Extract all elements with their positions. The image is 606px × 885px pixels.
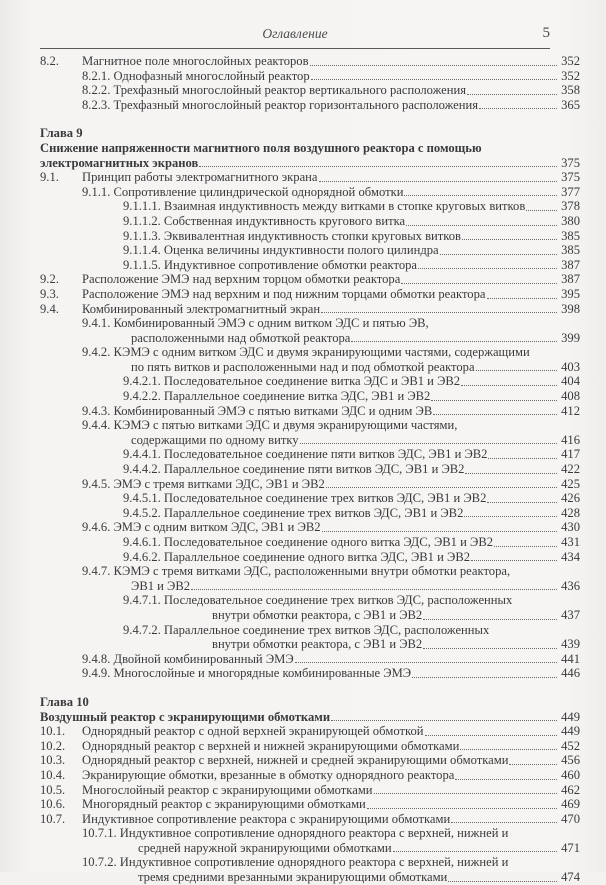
toc-entry-page: 398 [561, 301, 580, 316]
toc-entry-first-line[interactable]: 10.7.2. Индуктивное сопротивление однорядного реактора с верхней, нижней и [82, 855, 509, 870]
toc-entry[interactable] [40, 447, 580, 462]
leader-dots [319, 181, 558, 182]
leader-dots [476, 370, 557, 371]
leader-dots [465, 473, 557, 474]
toc-entry[interactable] [40, 520, 580, 535]
chapter-title-line[interactable]: Снижение напряженности магнитного поля воздушного реактора с помощью [40, 140, 482, 155]
toc-entry-page: 352 [561, 68, 580, 83]
toc-entry-page: 428 [561, 505, 580, 520]
toc-entry-page: 387 [561, 272, 580, 287]
toc-entry[interactable] [40, 652, 580, 667]
leader-dots [418, 268, 557, 269]
leader-dots [404, 195, 557, 196]
toc-entry[interactable] [40, 302, 580, 317]
toc-entry-page: 434 [561, 549, 580, 564]
leader-dots [488, 458, 557, 459]
toc-entry[interactable] [40, 812, 580, 827]
toc-entry-page: 436 [561, 578, 580, 593]
toc-entry[interactable] [40, 535, 580, 550]
leader-dots [311, 79, 557, 80]
toc-chapter-entry[interactable] [40, 710, 580, 725]
toc-entry[interactable] [40, 608, 580, 623]
toc-entry[interactable] [40, 272, 580, 287]
chapter-label: Глава 9 [40, 126, 83, 141]
toc-entry[interactable] [40, 229, 580, 244]
toc-entry[interactable] [40, 579, 580, 594]
toc-entry-title: Расположение ЭМЭ над верхним и под нижним торцами обмотки реактора [82, 286, 486, 301]
toc-entry[interactable] [40, 185, 580, 200]
leader-dots [509, 764, 557, 765]
page-number: 5 [542, 25, 550, 41]
leader-dots [462, 239, 557, 240]
chapter-title-line: электромагнитных экранов [40, 155, 199, 170]
toc-entry-title: 8.2.1. Однофазный многослойный реактор [82, 68, 310, 83]
toc-entry-page: 352 [561, 54, 580, 68]
leader-dots [199, 166, 557, 167]
toc-entry[interactable] [40, 797, 580, 812]
toc-entry-page: 358 [561, 83, 580, 98]
leader-dots [467, 94, 557, 95]
toc-entry[interactable] [40, 433, 580, 448]
leader-dots [295, 662, 557, 663]
toc-entry[interactable] [40, 768, 580, 783]
toc-entry-page: 449 [561, 724, 580, 739]
leader-dots [310, 65, 557, 66]
toc-entry[interactable] [40, 214, 580, 229]
leader-dots [487, 502, 557, 503]
table-of-contents [40, 54, 580, 885]
toc-entry-page: 385 [561, 228, 580, 243]
toc-entry-page: 456 [561, 753, 580, 768]
leader-dots [321, 312, 557, 313]
running-header-title: Оглавление [262, 26, 328, 41]
toc-entry-number: 9.1. [40, 170, 59, 185]
leader-dots [448, 881, 557, 882]
toc-entry-title: тремя средними врезанными экранирующими обмотками [138, 870, 448, 885]
toc-entry[interactable] [40, 243, 580, 258]
toc-entry-title: 9.1.1.5. Индуктивное сопротивление обмотки реактора [123, 257, 418, 272]
toc-entry[interactable] [40, 98, 580, 113]
toc-entry-first-line[interactable]: 9.4.7.2. Параллельное соединение трех витков ЭДС, расположенных [123, 622, 490, 637]
toc-entry-page: 365 [561, 97, 580, 112]
toc-entry-page: 380 [561, 213, 580, 228]
toc-entry-first-line[interactable]: 10.7.1. Индуктивное сопротивление однорядного реактора с верхней, нижней и [82, 826, 509, 841]
toc-entry[interactable] [40, 374, 580, 389]
toc-entry-title: 8.2.3. Трехфазный многослойный реактор горизонтального расположения [82, 97, 479, 112]
toc-entry-title: 9.4.4.1. Последовательное соединение пяти витков ЭДС, ЭВ1 и ЭВ2 [123, 447, 488, 462]
spacer [40, 112, 580, 126]
toc-entry-number: 10.2. [40, 738, 66, 753]
leader-dots [423, 648, 557, 649]
leader-dots [322, 531, 557, 532]
toc-entry[interactable] [40, 739, 580, 754]
leader-dots [451, 822, 557, 823]
toc-entry-page: 375 [561, 155, 580, 170]
toc-entry[interactable] [40, 870, 580, 885]
toc-entry-page: 412 [561, 403, 580, 418]
toc-entry-page: 422 [561, 462, 580, 477]
toc-entry[interactable] [40, 783, 580, 798]
toc-entry-page: 452 [561, 738, 580, 753]
toc-entry-page: 404 [561, 374, 580, 389]
toc-entry-page: 431 [561, 535, 580, 549]
leader-dots [351, 341, 557, 342]
toc-entry-page: 375 [561, 170, 580, 185]
toc-entry-title: 9.4.6. ЭМЭ с одним витком ЭДС, ЭВ1 и ЭВ2 [82, 520, 321, 535]
leader-dots [431, 400, 557, 401]
toc-entry-title: 9.4.6.1. Последовательное соединение одного витка ЭДС, ЭВ1 и ЭВ2 [123, 535, 494, 549]
toc-entry-title: 9.4.5. ЭМЭ с тремя витками ЭДС, ЭВ1 и ЭВ2 [82, 476, 325, 491]
toc-entry-number: 9.2. [40, 272, 59, 287]
toc-entry[interactable] [40, 491, 580, 506]
toc-entry-title: 9.4.4.2. Параллельное соединение пяти витков ЭДС, ЭВ1 и ЭВ2 [123, 462, 465, 477]
toc-entry-title: Однорядный реактор с одной верхней экранирующей обмоткой [82, 724, 424, 739]
toc-entry[interactable] [40, 637, 580, 652]
toc-entry[interactable] [40, 477, 580, 492]
toc-entry-page: 439 [561, 637, 580, 652]
toc-entry-title: Магнитное поле многослойных реакторов [82, 54, 309, 68]
toc-entry-first-line[interactable]: 9.4.1. Комбинированный ЭМЭ с одним витком ЭДС и пятью ЭВ, [82, 316, 429, 331]
chapter-title: Воздушный реактор с экранирующими обмотками [40, 709, 331, 724]
toc-entry-title: 9.1.1.2. Собственная индуктивность кругового витка [123, 213, 406, 228]
toc-entry[interactable] [40, 199, 580, 214]
toc-entry[interactable] [40, 258, 580, 273]
toc-entry-title: средней наружной экранирующими обмотками [138, 840, 392, 855]
toc-entry[interactable] [40, 389, 580, 404]
toc-entry-title: 9.1.1.3. Эквивалентная индуктивность стопки круговых витков [123, 228, 462, 243]
toc-entry[interactable] [40, 666, 580, 681]
toc-entry-title: 9.4.9. Многослойные и многорядные комбинированные ЭМЭ [82, 666, 412, 681]
leader-dots [423, 619, 557, 620]
toc-entry-number: 10.3. [40, 753, 66, 768]
toc-entry-page: 462 [561, 782, 580, 797]
toc-entry-title: Принцип работы электромагнитного экрана [82, 170, 318, 185]
toc-entry-title: 9.4.5.2. Параллельное соединение трех витков ЭДС, ЭВ1 и ЭВ2 [123, 505, 464, 520]
toc-entry[interactable] [40, 724, 580, 739]
toc-entry-title: Многорядный реактор с экранирующими обмотками [82, 797, 366, 812]
toc-entry-title: ЭВ1 и ЭВ2 [131, 578, 191, 593]
toc-entry-number: 8.2. [40, 54, 59, 68]
toc-entry-first-line[interactable]: 9.4.4. КЭМЭ с пятью витками ЭДС и двумя экранирующими частями, [82, 418, 458, 433]
toc-entry-title: 9.1.1. Сопротивление цилиндрической однорядной обмотки [82, 184, 404, 199]
toc-entry-first-line[interactable]: 9.4.7.1. Последовательное соединение трех витков ЭДС, расположенных [123, 593, 513, 608]
toc-entry-title: 9.4.3. Комбинированный ЭМЭ с пятью витками ЭДС и одним ЭВ [82, 403, 433, 418]
toc-entry-page: 399 [561, 330, 580, 345]
leader-dots [367, 808, 557, 809]
toc-entry-number: 10.5. [40, 782, 66, 797]
toc-entry-first-line[interactable]: 9.4.2. КЭМЭ с одним витком ЭДС и двумя экранирующими частями, содержащими [82, 345, 530, 360]
toc-entry-title: 9.4.6.2. Параллельное соединение одного витка ЭДС, ЭВ1 и ЭВ2 [123, 549, 471, 564]
toc-entry-title: 9.4.2.1. Последовательное соединение витка ЭДС и ЭВ1 и ЭВ2 [123, 374, 461, 389]
toc-entry-title: 9.4.8. Двойной комбинированный ЭМЭ [82, 651, 294, 666]
toc-entry[interactable] [40, 462, 580, 477]
toc-entry-page: 385 [561, 243, 580, 258]
leader-dots [406, 225, 557, 226]
toc-entry-page: 460 [561, 767, 580, 782]
spacer [40, 681, 580, 695]
toc-entry-page: 378 [561, 199, 580, 214]
toc-entry-page: 449 [561, 709, 580, 724]
leader-dots [460, 749, 557, 750]
leader-dots [412, 677, 557, 678]
toc-entry[interactable] [40, 550, 580, 565]
toc-entry-page: 425 [561, 476, 580, 491]
leader-dots [479, 108, 557, 109]
toc-entry-title: 9.1.1.4. Оценка величины индуктивности полого цилиндра [123, 243, 439, 258]
leader-dots [374, 793, 557, 794]
toc-chapter-entry[interactable] [40, 156, 580, 171]
toc-entry-page: 417 [561, 447, 580, 462]
toc-entry-page: 416 [561, 432, 580, 447]
toc-entry[interactable] [40, 841, 580, 856]
leader-dots [393, 851, 557, 852]
toc-entry-title: внутри обмотки реактора, с ЭВ1 и ЭВ2 [212, 637, 423, 652]
toc-entry-number: 9.3. [40, 286, 59, 301]
leader-dots [526, 210, 557, 211]
toc-entry[interactable] [40, 360, 580, 375]
toc-entry-title: расположенными над обмоткой реактора [131, 330, 351, 345]
leader-dots [461, 385, 557, 386]
leader-dots [191, 589, 557, 590]
toc-entry-title: Многослойный реактор с экранирующими обмотками [82, 782, 373, 797]
leader-dots [425, 735, 557, 736]
toc-entry[interactable] [40, 54, 580, 69]
toc-entry[interactable] [40, 170, 580, 185]
toc-entry-title: 8.2.2. Трехфазный многослойный реактор вертикального расположения [82, 83, 467, 98]
toc-entry-title: Расположение ЭМЭ над верхним торцом обмотки реактора [82, 272, 401, 287]
toc-entry-title: Однорядный реактор с верхней, нижней и средней экранирующими обмотками [82, 753, 509, 768]
toc-entry-title: 9.1.1.1. Взаимная индуктивность между витками в стопке круговых витков [123, 199, 526, 214]
header-rule [40, 48, 550, 49]
toc-entry-title: Индуктивное сопротивление реактора с экранирующими обмотками [82, 811, 451, 826]
leader-dots [326, 487, 557, 488]
toc-entry-title: Комбинированный электромагнитный экран [82, 301, 321, 316]
toc-entry-title: Однорядный реактор с верхней и нижней экранирующими обмотками [82, 738, 460, 753]
toc-entry-title: Экранирующие обмотки, врезанные в обмотку однорядного реактора [82, 767, 455, 782]
leader-dots [471, 560, 557, 561]
toc-entry-page: 470 [561, 811, 580, 826]
leader-dots [440, 254, 557, 255]
toc-entry[interactable] [40, 287, 580, 302]
toc-entry-page: 403 [561, 359, 580, 374]
leader-dots [300, 443, 557, 444]
toc-entry-page: 430 [561, 520, 580, 535]
toc-entry[interactable] [40, 404, 580, 419]
toc-entry-title: 9.4.2.2. Параллельное соединение витка ЭДС, ЭВ1 и ЭВ2 [123, 389, 431, 404]
toc-entry-number: 10.6. [40, 797, 66, 812]
toc-entry-first-line[interactable]: 9.4.7. КЭМЭ с тремя витками ЭДС, расположенными внутри обмотки реактора, [82, 564, 511, 579]
toc-entry-page: 377 [561, 184, 580, 199]
toc-entry[interactable] [40, 753, 580, 768]
running-header [40, 22, 550, 48]
toc-entry-number: 9.4. [40, 301, 59, 316]
toc-entry-page: 474 [561, 870, 580, 885]
toc-entry-number: 10.1. [40, 724, 66, 739]
toc-entry-number: 10.7. [40, 811, 66, 826]
toc-entry-title: содержащими по одному витку [131, 432, 299, 447]
toc-entry-title: по пять витков и расположенными над и под обмоткой реактора [131, 359, 475, 374]
toc-entry-page: 441 [561, 651, 580, 666]
leader-dots [494, 546, 557, 547]
toc-entry-page: 469 [561, 797, 580, 812]
leader-dots [331, 720, 557, 721]
leader-dots [401, 283, 557, 284]
toc-entry-page: 408 [561, 389, 580, 404]
toc-entry-page: 437 [561, 607, 580, 622]
leader-dots [455, 779, 557, 780]
toc-entry-title: 9.4.5.1. Последовательное соединение трех витков ЭДС, ЭВ1 и ЭВ2 [123, 491, 487, 506]
toc-entry-title: внутри обмотки реактора, с ЭВ1 и ЭВ2 [212, 607, 423, 622]
toc-entry-number: 10.4. [40, 767, 66, 782]
leader-dots [433, 414, 557, 415]
toc-entry-page: 471 [561, 840, 580, 855]
leader-dots [464, 516, 557, 517]
toc-entry-page: 426 [561, 491, 580, 506]
toc-entry-page: 387 [561, 257, 580, 272]
toc-entry[interactable] [40, 69, 580, 84]
toc-entry[interactable] [40, 83, 580, 98]
toc-entry-page: 395 [561, 286, 580, 301]
toc-entry[interactable] [40, 331, 580, 346]
toc-entry-page: 446 [561, 666, 580, 681]
toc-entry[interactable] [40, 506, 580, 521]
leader-dots [487, 298, 558, 299]
chapter-label: Глава 10 [40, 694, 89, 709]
